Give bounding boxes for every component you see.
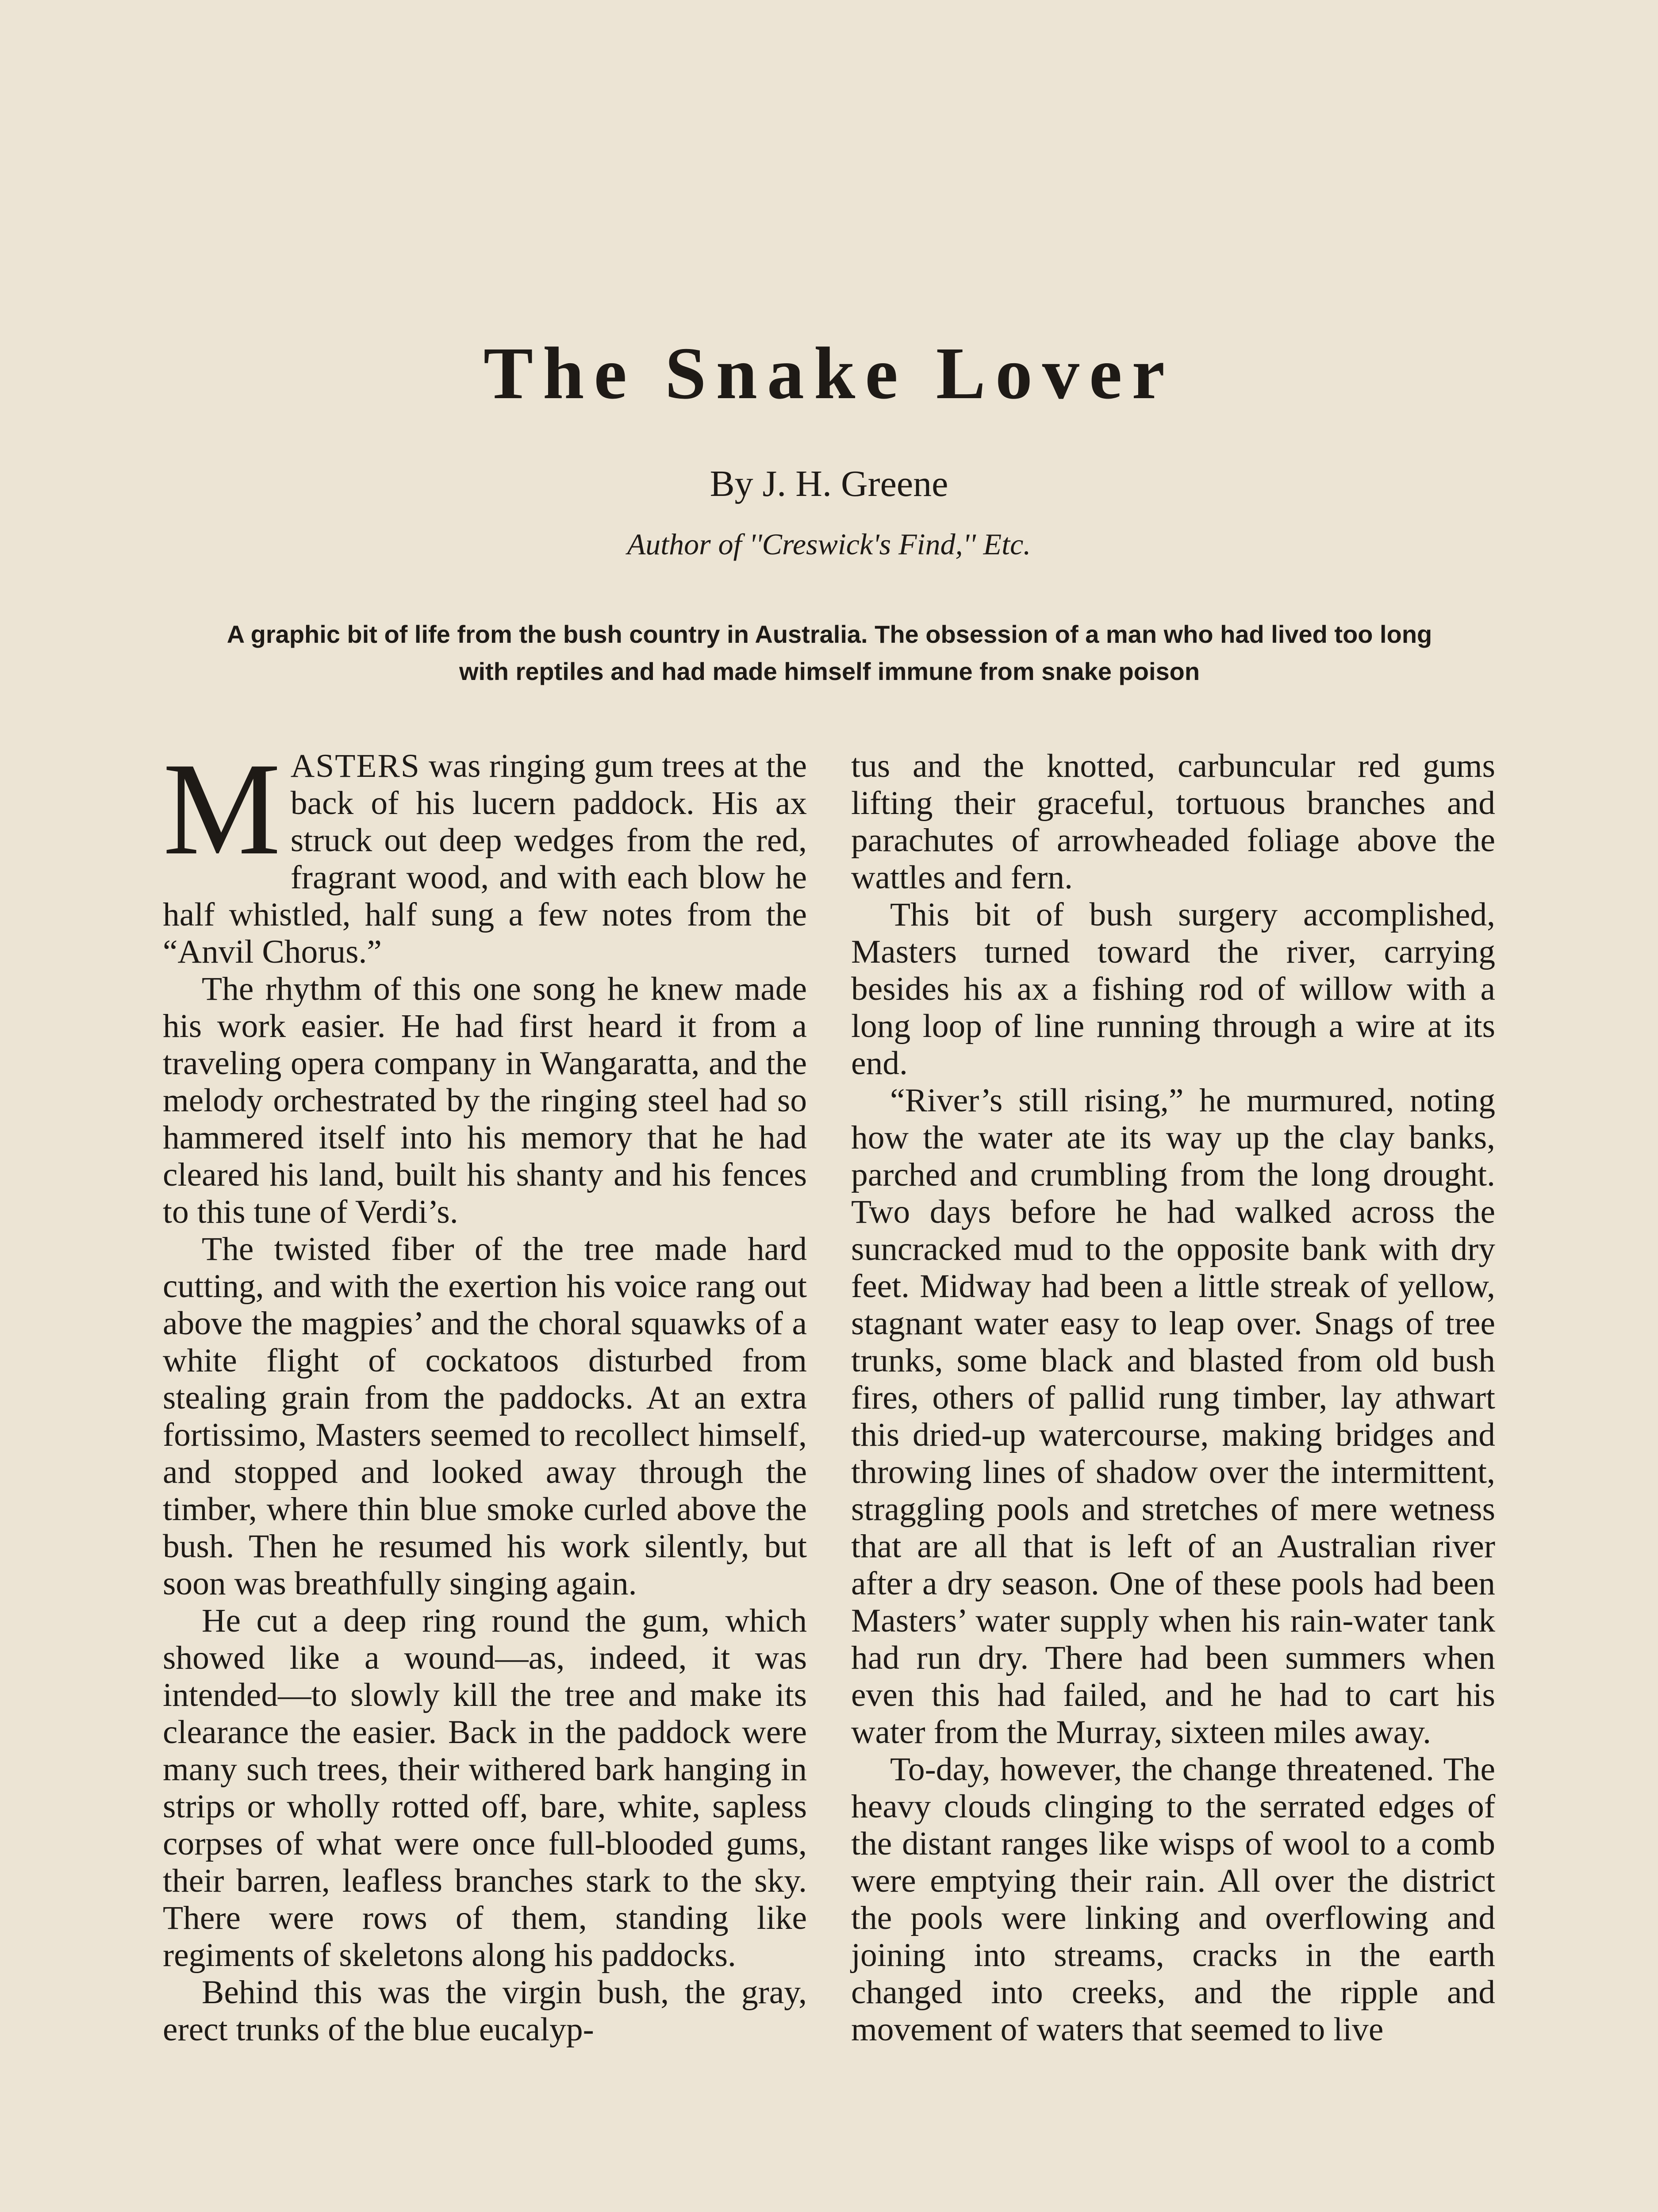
paragraph: To-day, however, the change threatened. The heavy clouds clinging to the serrated edges of the distant ranges like wisps of wool to a comb were emptying their rain. All over the district the pools were linking and overflowing and joining into streams, cracks in the earth changed into creeks, and the ripple and movement of waters that seemed to live [851, 1751, 1495, 2048]
paragraph: This bit of bush surgery accomplished, Masters turned toward the river, carrying besides his ax a fishing rod of willow with a long loop of line running through a wire at its end. [851, 896, 1495, 1082]
first-word: ASTERS [290, 748, 420, 784]
paragraph: The rhythm of this one song he knew made his work easier. He had first heard it from a traveling opera company in Wangaratta, and the melody orchestrated by the ringing steel had so hammered itself into his memory that he had cleared his land, built his shanty and his fences to this tune of Verdi’s. [163, 971, 807, 1230]
paragraph-text: was ringing gum trees at the back of his lucern paddock. His ax struck out deep wedges from the red, fragrant wood, and with each blow he half whistled, half sung a few notes from the “Anvil Chorus.” [163, 748, 807, 970]
paragraph: tus and the knotted, carbuncular red gums lifting their graceful, tortuous branches and parachutes of arrowheaded foliage above the wattles and fern. [851, 748, 1495, 896]
author-note: Author of ''Creswick's Find,'' Etc. [627, 527, 1031, 561]
paragraph: Behind this was the virgin bush, the gray, erect trunks of the blue eucalyp- [163, 1974, 807, 2048]
story-blurb: A graphic bit of life from the bush country in Australia. The obsession of a man who had lived too long with reptiles and had made himself immune from snake poison [226, 620, 1432, 685]
page-title: The Snake Lover [483, 332, 1175, 415]
right-column [851, 748, 1495, 2048]
left-column [163, 735, 807, 2048]
drop-cap: M [163, 735, 281, 882]
paragraph: “River’s still rising,” he murmured, noting how the water ate its way up the clay banks, parched and crumbling from the long drought. Two days before he had walked across the suncracked mud to the opposite bank with dry feet. Midway had been a little streak of yellow, stagnant water easy to leap over. Snags of tree trunks, some black and blasted from old bush fires, others of pallid rung timber, lay athwart this dried-up watercourse, making bridges and throwing lines of shadow over the intermittent, straggling pools and stretches of mere wetness that are all that is left of an Australian river after a dry season. One of these pools had been Masters’ water supply when his rain-water tank had run dry. There had been summers when even this had failed, and he had to cart his water from the Murray, sixteen miles away. [851, 1082, 1495, 1751]
paragraph: He cut a deep ring round the gum, which showed like a wound—as, indeed, it was intended—to slowly kill the tree and make its clearance the easier. Back in the paddock were many such trees, their withered bark hanging in strips or wholly rotted off, bare, white, sapless corpses of what were once full-blooded gums, their barren, leafless branches stark to the sky. There were rows of them, standing like regiments of skeletons along his paddocks. [163, 1602, 807, 1974]
paragraph [163, 735, 807, 971]
paragraph: The twisted fiber of the tree made hard cutting, and with the exertion his voice rang out above the magpies’ and the choral squawks of a white flight of cockatoos disturbed from stealing grain from the paddocks. At an extra fortissimo, Masters seemed to recollect himself, and stopped and looked away through the timber, where thin blue smoke curled above the bush. Then he resumed his work silently, but soon was breathfully singing again. [163, 1231, 807, 1602]
byline: By J. H. Greene [710, 463, 948, 504]
